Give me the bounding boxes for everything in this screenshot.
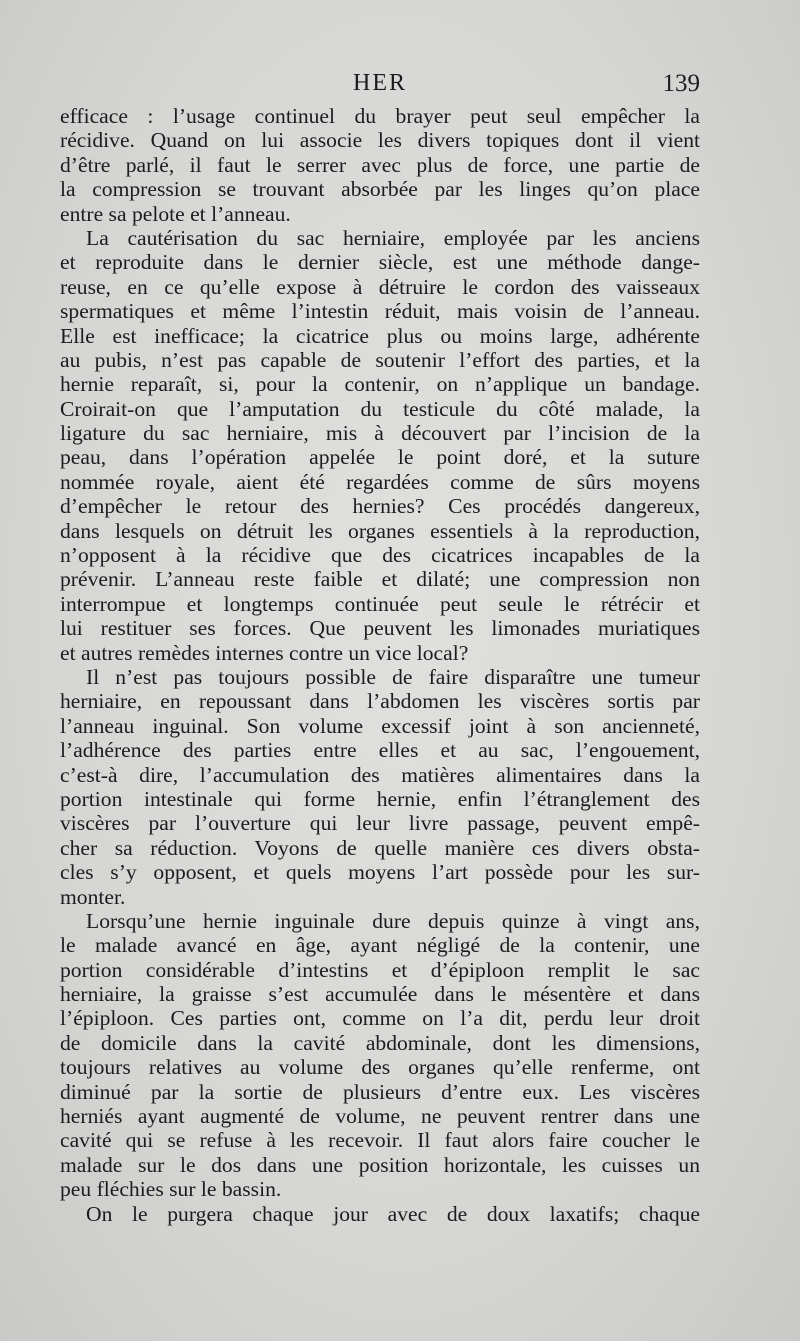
running-head: HER	[353, 70, 407, 96]
text-line: spermatiques et même l’intestin réduit, mais voisin de l’anneau.	[60, 299, 700, 324]
page-number: 139	[662, 70, 700, 97]
text-line: monter.	[60, 884, 126, 909]
text-line: prévenir. L’anneau reste faible et dilaté; une compression non	[60, 567, 700, 592]
text-line: Lorsqu’une hernie inguinale dure depuis quinze à vingt ans,	[86, 908, 700, 933]
text-line: de domicile dans la cavité abdominale, dont les dimensions,	[60, 1030, 700, 1055]
text-line: la compression se trouvant absorbée par les linges qu’on place	[60, 177, 700, 202]
text-line: l’anneau inguinal. Son volume excessif joint à son ancienneté,	[60, 713, 700, 738]
text-line: au pubis, n’est pas capable de soutenir l’effort des parties, et la	[60, 347, 700, 372]
text-line: Elle est inefficace; la cicatrice plus ou moins large, adhérente	[60, 323, 700, 348]
text-line: nommée royale, aient été regardées comme de sûrs moyens	[60, 469, 700, 494]
text-line: le malade avancé en âge, ayant négligé de la contenir, une	[60, 933, 700, 958]
text-line: Il n’est pas toujours possible de faire disparaître une tumeur	[86, 664, 700, 689]
text-line: et reproduite dans le dernier siècle, est une méthode dange-	[60, 250, 700, 275]
text-line: cher sa réduction. Voyons de quelle manière ces divers obsta-	[60, 835, 700, 860]
text-line: l’adhérence des parties entre elles et au sac, l’engouement,	[60, 738, 700, 763]
text-line: hernie reparaît, si, pour la contenir, on n’applique un bandage.	[60, 372, 700, 397]
text-line: d’empêcher le retour des hernies? Ces procédés dangereux,	[60, 494, 700, 519]
text-line: d’être parlé, il faut le serrer avec plus de force, une partie de	[60, 152, 700, 177]
text-line: récidive. Quand on lui associe les divers topiques dont il vient	[60, 128, 700, 153]
text-line: herniaire, la graisse s’est accumulée dans le mésentère et dans	[60, 982, 700, 1007]
text-line: cles s’y opposent, et quels moyens l’art possède pour les sur-	[60, 860, 700, 885]
text-line: et autres remèdes internes contre un vice local?	[60, 640, 469, 665]
text-line: diminué par la sortie de plusieurs d’entre eux. Les viscères	[60, 1079, 700, 1104]
text-line: portion considérable d’intestins et d’épiploon remplit le sac	[60, 957, 700, 982]
text-line: n’opposent à la récidive que des cicatrices incapables de la	[60, 543, 700, 568]
text-line: interrompue et longtemps continuée peut seule le rétrécir et	[60, 591, 700, 616]
text-line: Croirait-on que l’amputation du testicule du côté malade, la	[60, 396, 700, 421]
text-line: malade sur le dos dans une position horizontale, les cuisses un	[60, 1152, 700, 1177]
text-line: dans lesquels on détruit les organes essentiels à la reproduction,	[60, 518, 700, 543]
text-line: On le purgera chaque jour avec de doux laxatifs; chaque	[86, 1201, 700, 1226]
text-line: entre sa pelote et l’anneau.	[60, 201, 291, 226]
text-line: efficace : l’usage continuel du brayer peut seul empêcher la	[60, 104, 700, 128]
text-line: cavité qui se refuse à les recevoir. Il faut alors faire coucher le	[60, 1128, 700, 1153]
body-text	[60, 104, 700, 1226]
text-line: herniaire, en repoussant dans l’abdomen les viscères sortis par	[60, 689, 700, 714]
text-line: lui restituer ses forces. Que peuvent les limonades muriatiques	[60, 616, 700, 641]
text-line: peu fléchies sur le bassin.	[60, 1177, 282, 1202]
text-line: reuse, en ce qu’elle expose à détruire le cordon des vaisseaux	[60, 274, 700, 299]
text-line: ligature du sac herniaire, mis à découvert par l’incision de la	[60, 421, 700, 446]
text-line: La cautérisation du sac herniaire, employée par les anciens	[86, 225, 700, 250]
text-line: toujours relatives au volume des organes qu’elle renferme, ont	[60, 1055, 700, 1080]
text-line: l’épiploon. Ces parties ont, comme on l’a dit, perdu leur droit	[60, 1006, 700, 1031]
text-line: herniés ayant augmenté de volume, ne peuvent rentrer dans une	[60, 1104, 700, 1129]
text-line: peau, dans l’opération appelée le point doré, et la suture	[60, 445, 700, 470]
text-line: c’est-à dire, l’accumulation des matières alimentaires dans la	[60, 762, 700, 787]
text-line: viscères par l’ouverture qui leur livre passage, peuvent empê-	[60, 811, 700, 836]
page-header	[60, 70, 700, 104]
text-line: portion intestinale qui forme hernie, enfin l’étranglement des	[60, 786, 700, 811]
